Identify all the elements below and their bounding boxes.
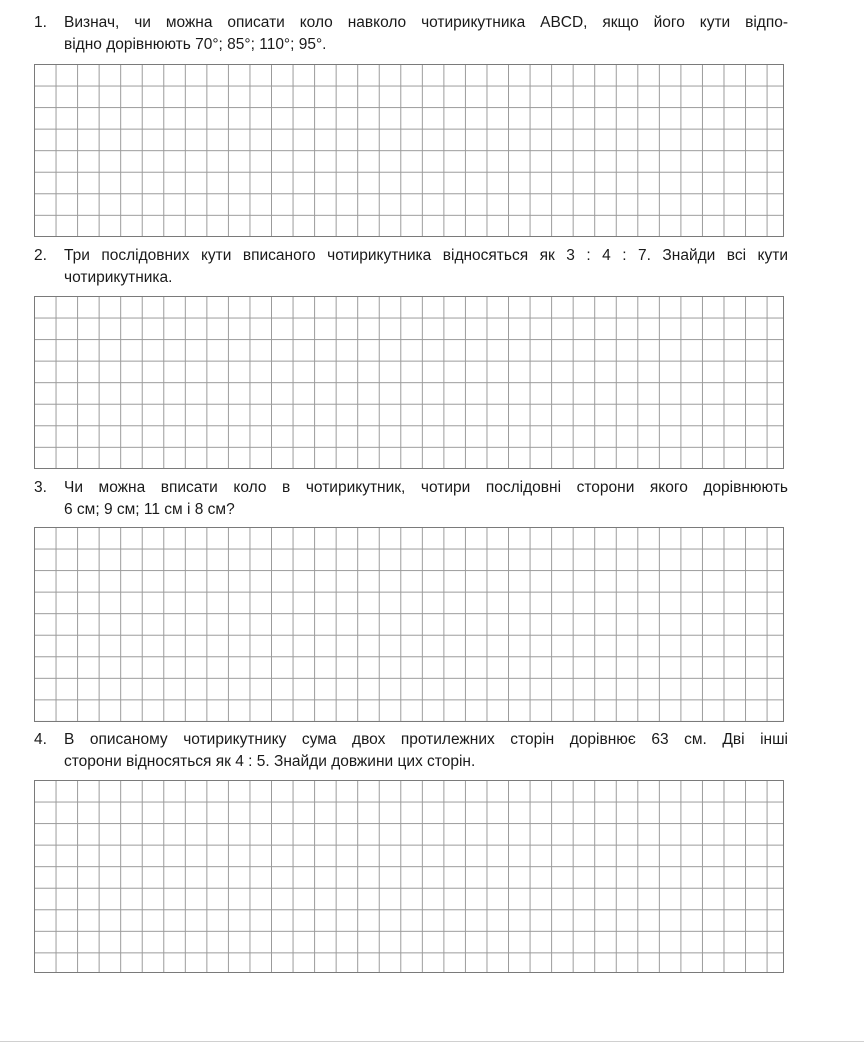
task-text-line-1: В описаному чотирикутнику сума двох протилежних сторін дорівнює 63 см. Дві інші [64, 731, 788, 748]
answer-grid-4[interactable] [34, 780, 784, 973]
task-1 [34, 12, 788, 56]
answer-grid-1[interactable] [34, 64, 784, 237]
task-text [64, 245, 788, 289]
task-text-line-2: чотирикутника. [64, 269, 173, 286]
task-text-line-1: Три послідовних кути вписаного чотирикутника відносяться як 3 : 4 : 7. Знайди всі кути [64, 247, 788, 264]
task-number: 3. [34, 479, 47, 496]
task-text-line-2: сторони відносяться як 4 : 5. Знайди довжини цих сторін. [64, 753, 476, 770]
task-4 [34, 729, 788, 773]
task-text-line-1: Визнач, чи можна описати коло навколо чотирикутника ABCD, якщо його кути відпо- [64, 14, 788, 31]
task-3 [34, 477, 788, 521]
task-text [64, 729, 788, 773]
task-text-line-2: відно дорівнюють 70°; 85°; 110°; 95°. [64, 36, 327, 53]
cropped-heading [360, 0, 500, 3]
answer-grid-2[interactable] [34, 296, 784, 469]
task-2 [34, 245, 788, 289]
task-text-line-1: Чи можна вписати коло в чотирикутник, чотири послідовні сторони якого дорівнюють [64, 479, 788, 496]
task-number: 1. [34, 14, 47, 31]
task-text [64, 477, 788, 521]
page-bottom-divider [0, 1041, 864, 1042]
task-text [64, 12, 788, 56]
task-number: 2. [34, 247, 47, 264]
task-text-line-2: 6 см; 9 см; 11 см і 8 см? [64, 501, 235, 518]
answer-grid-3[interactable] [34, 527, 784, 722]
task-number: 4. [34, 731, 47, 748]
